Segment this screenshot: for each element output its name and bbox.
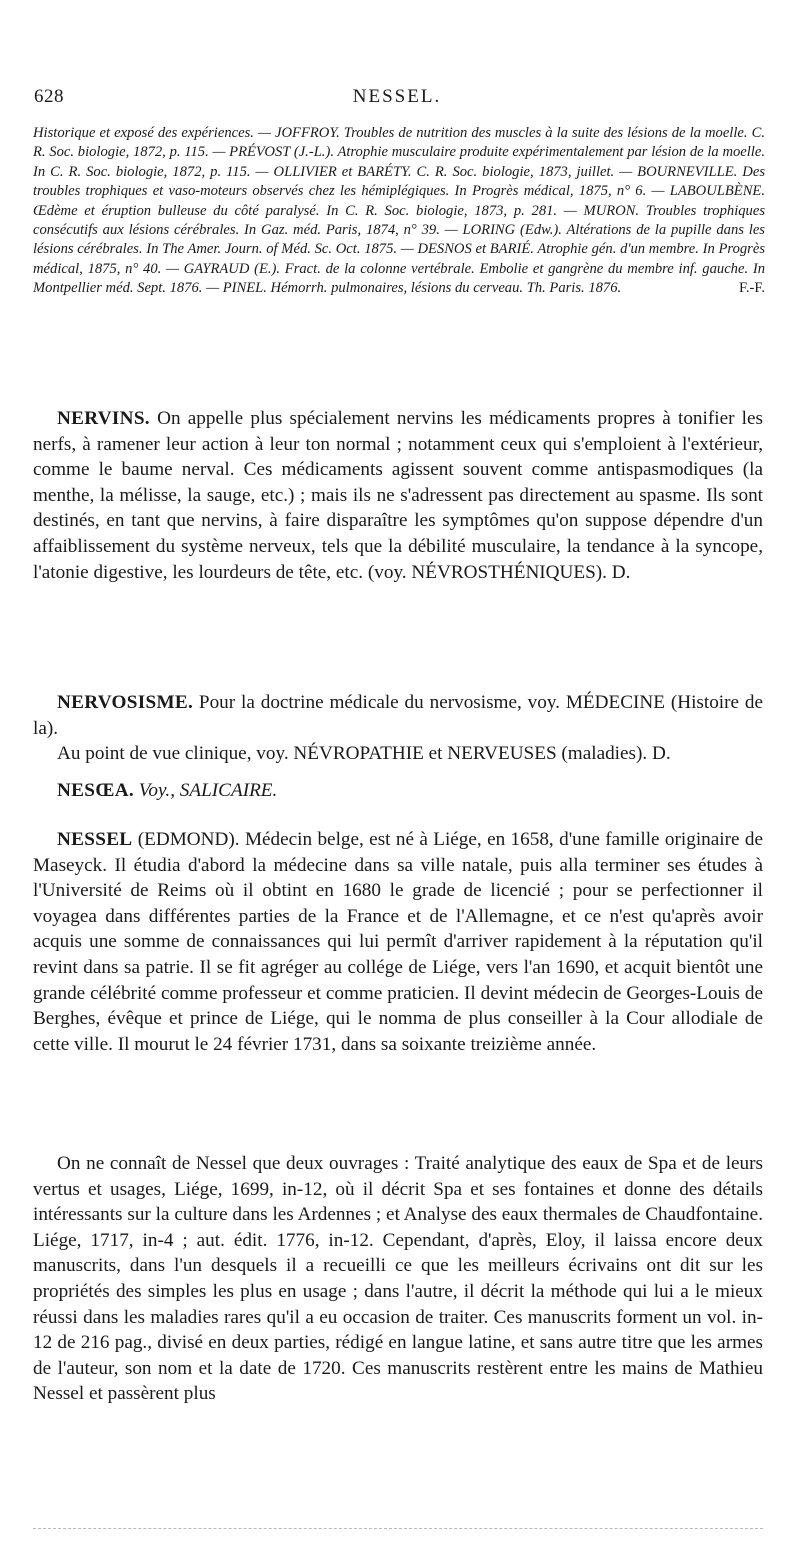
running-title: NESSEL. (352, 86, 442, 107)
entry-nessel-text-2: On ne connaît de Nessel que deux ouvrages : Traité analytique des eaux de Spa et de leurs vertus et usages, Liége, 1699, in-12, où il décrit Spa et ses fontaines et donne des détails intéressants sur la culture dans les Ardennes ; et Analyse des eaux thermales de Chaudfontaine. Liége, 1717, in-4 ; aut. édit. 1776, in-12. Cependant, d'après, Eloy, il laissa encore deux manuscrits, dans l'un desquels il a recueilli ce que les meilleurs écrivains ont dit sur les propriétés des simples les plus en usage ; dans l'autre, il décrit la méthode qui lui a le mieux réussi dans les maladies rares qu'il a eu occasion de traiter. Ces manuscrits forment un vol. in-12 de 216 pag., divisé en deux parties, rédigé en langue latine, et sans autre titre que les armes de l'auteur, son nom et la date de 1720. Ces manuscrits restèrent entre les mains de Mathieu Nessel et passèrent plus (33, 1153, 763, 1405)
bibliography-signature: F.-F. (738, 280, 765, 297)
page-number: 628 (34, 86, 64, 107)
entry-nervosisme-signature: D. (651, 743, 671, 765)
entry-nessel-text-1: Médecin belge, est né à Liége, en 1658, d'une famille originaire de Maseyck. Il étudia d'abord la médecine dans sa ville natale, puis alla terminer ses études à l'Université de Reims où il obtint en 1680 le grade de licencié ; pour se perfectionner il voyagea dans différentes parties de la France et de l'Allemagne, et ce n'est qu'après avoir acquis une somme de connaissances qui lui permît d'arriver rapidement à la réputation qu'il revint dans sa patrie. Il se fit agréger au collége de Liége, vers l'an 1690, et acquit bientôt une grande célébrité comme professeur et comme praticien. Il devint médecin de Georges-Louis de Berghes, évêque et prince de Liége, qui le nomma de plus conseiller à la Cour allodiale de cette ville. Il mourut le 24 février 1731, dans sa soixante treizième année. (33, 829, 764, 1055)
entry-nervosisme-text-2: Au point de vue clinique, voy. NÉVROPATHIE et NERVEUSES (maladies). (57, 743, 648, 765)
entry-nervins-text: On appelle plus spécialement nervins les médicaments propres à tonifier les nerfs, à ramener leur action à leur ton normal ; notamment ceux qui s'emploient à l'extérieur, comme le baume nerval. Ces médicaments agissent souvent comme antispasmodiques (la menthe, la mélisse, la sauge, etc.) ; mais ils ne s'adressent pas directement au spasme. Ils sont destinés, en tant que nervins, à faire disparaître les symptômes qu'on suppose dépendre d'un affaiblissement du système nerveux, tels que la débilité musculaire, la tendance à la syncope, l'atonie digestive, les lourdeurs de tête, etc. (voy. NÉVROSTHÉNIQUES). (33, 408, 763, 583)
footer-rule (33, 1528, 763, 1529)
running-header (34, 86, 760, 114)
entry-nescea (33, 778, 763, 804)
entry-nervosisme-line-2 (33, 741, 763, 767)
entry-nessel-paragraph-1 (33, 827, 763, 1057)
entry-nessel-person-name: (EDMOND). (137, 829, 240, 850)
headword-nervosisme: NERVOSISME. (57, 692, 194, 713)
entry-nervosisme-line-1 (33, 690, 763, 741)
headword-nervins: NERVINS. (57, 408, 150, 429)
headword-nessel: NESSEL (57, 829, 133, 850)
entry-nervins (33, 406, 763, 585)
entry-nervosisme-text-1: Pour la doctrine médicale du nervosisme, voy. MÉDECINE (Histoire de la). (33, 692, 763, 739)
headword-nescea: NESŒA. (57, 780, 134, 801)
bibliography-paragraph (33, 124, 765, 299)
entry-nervins-signature: D. (611, 561, 631, 583)
entry-nessel-paragraph-2 (33, 1151, 763, 1407)
bibliography-text: Historique et exposé des expériences. — JOFFROY. Troubles de nutrition des muscles à la suite des lésions de la moelle. C. R. Soc. biologie, 1872, p. 115. — PRÉVOST (J.-L.). Atrophie musculaire produite expérimentalement par lésion de la moelle. In C. R. Soc. biologie, 1872, p. 115. — OLLIVIER et BARÉTY. C. R. Soc. biologie, 1873, juillet. — BOURNEVILLE. Des troubles trophiques et vaso-moteurs observés chez les hémiplégiques. In Progrès médical, 1875, n° 6. — LABOULBÈNE. Œdème et éruption bulleuse du côté paralysé. In C. R. Soc. biologie, 1873, p. 281. — MURON. Troubles trophiques consécutifs aux lésions cérébrales. In Gaz. méd. Paris, 1874, n° 39. — LORING (Edw.). Altérations de la pupille dans les lésions cérébrales. In The Amer. Journ. of Méd. Sc. Oct. 1875. — DESNOS et BARIÉ. Atrophie gén. d'un membre. In Progrès médical, 1875, n° 40. — GAYRAUD (E.). Fract. de la colonne vertébrale. Embolie et gangrène du membre inf. gauche. In Montpellier méd. Sept. 1876. — PINEL. Hémorrh. pulmonaires, lésions du cerveau. Th. Paris. 1876. (33, 125, 765, 297)
entry-nescea-text: Voy., SALICAIRE. (138, 780, 278, 801)
entry-nervosisme (33, 690, 763, 767)
